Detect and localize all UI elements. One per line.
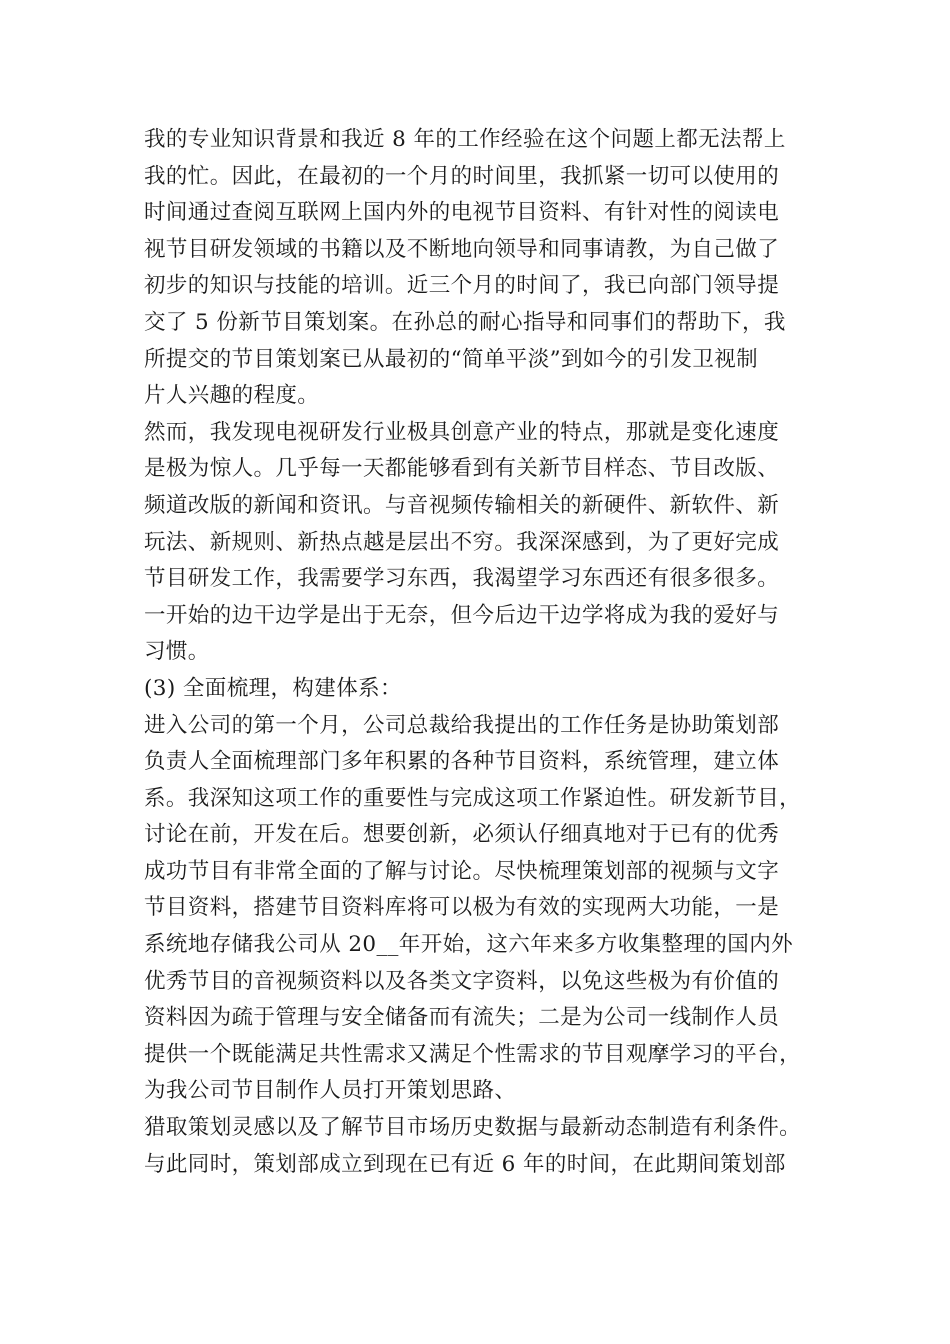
body-text: [144, 122, 834, 1183]
text-line: 交了 5 份新节目策划案。在孙总的耐心指导和同事们的帮助下，我: [144, 309, 786, 335]
text-line: 一开始的边干边学是出于无奈，但今后边干边学将成为我的爱好与: [144, 602, 780, 628]
text-line: 初步的知识与技能的培训。近三个月的时间了，我已向部门领导提: [144, 273, 780, 299]
text-line: 我的忙。因此，在最初的一个月的时间里，我抓紧一切可以使用的: [144, 163, 780, 189]
text-line: 与此同时，策划部成立到现在已有近 6 年的时间，在此期间策划部: [144, 1151, 786, 1177]
text-line: 成功节目有非常全面的了解与讨论。尽快梳理策划部的视频与文字: [144, 858, 780, 884]
text-line: 提供一个既能满足共性需求又满足个性需求的节目观摩学习的平台，: [144, 1041, 802, 1067]
text-line: 节目资料，搭建节目资料库将可以极为有效的实现两大功能，一是: [144, 895, 780, 921]
text-line: 猎取策划灵感以及了解节目市场历史数据与最新动态制造有利条件。: [144, 1115, 802, 1141]
text-line: 讨论在前，开发在后。想要创新，必须认仔细真地对于已有的优秀: [144, 822, 780, 848]
text-line: 时间通过查阅互联网上国内外的电视节目资料、有针对性的阅读电: [144, 200, 780, 226]
text-line: 然而，我发现电视研发行业极具创意产业的特点，那就是变化速度: [144, 419, 780, 445]
text-line: 系统地存储我公司从 20__年开始，这六年来多方收集整理的国内外: [144, 932, 793, 958]
text-line: 视节目研发领域的书籍以及不断地向领导和同事请教，为自己做了: [144, 236, 780, 262]
text-line: 系。我深知这项工作的重要性与完成这项工作紧迫性。研发新节目，: [144, 785, 802, 811]
text-line: 频道改版的新闻和资讯。与音视频传输相关的新硬件、新软件、新: [144, 492, 780, 518]
text-line: (3) 全面梳理，构建体系：: [144, 675, 402, 701]
text-line: 习惯。: [144, 639, 210, 665]
text-line: 所提交的节目策划案已从最初的“简单平淡”到如今的引发卫视制: [144, 346, 759, 372]
text-line: 进入公司的第一个月，公司总裁给我提出的工作任务是协助策划部: [144, 712, 780, 738]
text-line: 是极为惊人。几乎每一天都能够看到有关新节目样态、节目改版、: [144, 456, 780, 482]
text-line: 玩法、新规则、新热点越是层出不穷。我深深感到，为了更好完成: [144, 529, 780, 555]
text-line: 优秀节目的音视频资料以及各类文字资料，以免这些极为有价值的: [144, 968, 780, 994]
text-line: 片人兴趣的程度。: [144, 383, 320, 409]
text-line: 为我公司节目制作人员打开策划思路、: [144, 1078, 517, 1104]
text-line: 节目研发工作，我需要学习东西，我渴望学习东西还有很多很多。: [144, 566, 780, 592]
text-line: 资料因为疏于管理与安全储备而有流失；二是为公司一线制作人员: [144, 1005, 780, 1031]
text-line: 我的专业知识背景和我近 8 年的工作经验在这个问题上都无法帮上: [144, 127, 786, 152]
text-line: 负责人全面梳理部门多年积累的各种节目资料，系统管理，建立体: [144, 749, 780, 775]
